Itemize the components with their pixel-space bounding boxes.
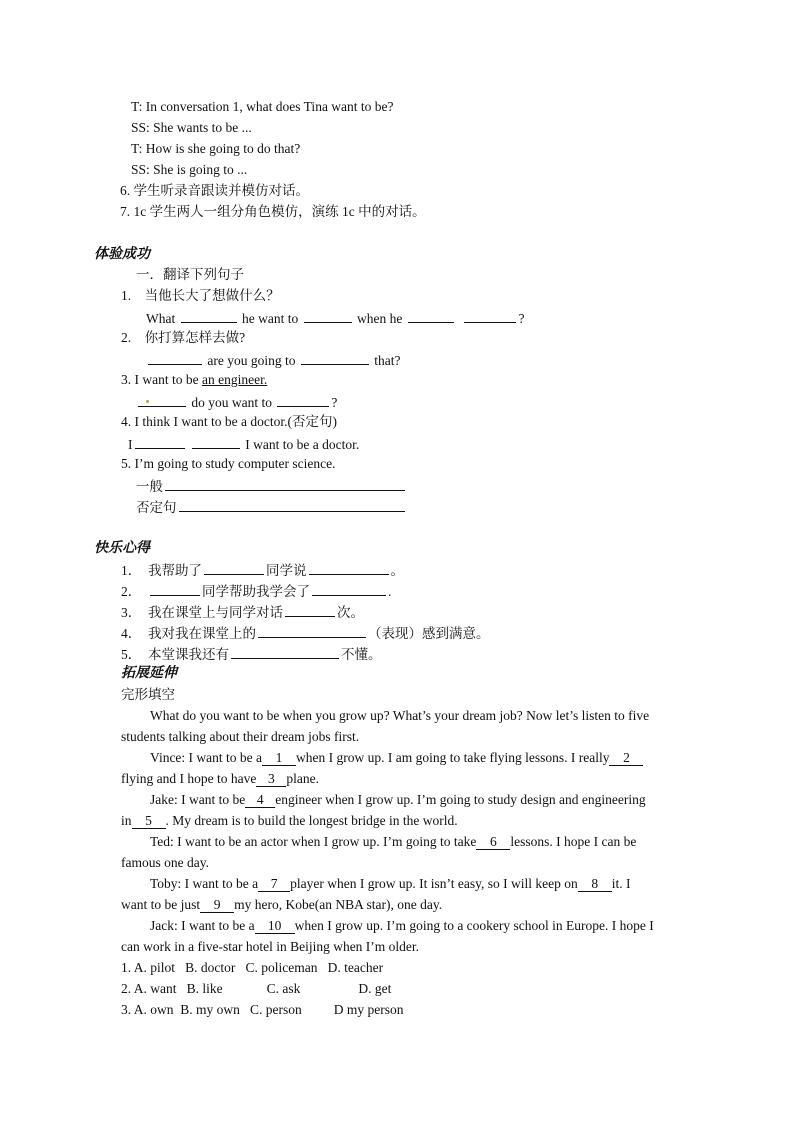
reflection-item-5: [121, 646, 382, 662]
answer-blank[interactable]: [231, 646, 339, 659]
question-text: 3. I want to be: [121, 372, 202, 387]
question-text: 当他长大了想做什么？: [144, 288, 280, 303]
answer-blank[interactable]: [312, 583, 386, 596]
option-a[interactable]: A. own: [133, 1002, 174, 1017]
cloze-text: player when I grow up. It isn’t easy, so I will keep on: [290, 876, 578, 891]
question-5: 5. I’m going to study computer science.: [121, 456, 336, 471]
answer-punct: ?: [331, 395, 338, 410]
answer-word: What: [146, 311, 176, 326]
option-d[interactable]: D. teacher: [327, 960, 384, 975]
answer-line-1: [146, 310, 524, 326]
cloze-intro-line-2: students talking about their dream jobs first.: [121, 729, 360, 744]
answer-blank[interactable]: [148, 352, 202, 365]
dialogue-line-4: SS: She is going to ...: [131, 162, 248, 177]
option-c[interactable]: C. policeman: [245, 960, 318, 975]
underlined-phrase: an engineer.: [201, 372, 268, 387]
answer-word: that?: [374, 353, 401, 368]
cloze-toby-line-2: [121, 898, 442, 913]
cloze-ted-line-1: [150, 835, 636, 850]
answer-label: 否定句: [136, 500, 177, 515]
cloze-text: my hero, Kobe(an NBA star), one day.: [234, 897, 443, 912]
option-row-1: [121, 961, 383, 975]
answer-blank[interactable]: [204, 562, 264, 575]
option-d[interactable]: D. get: [358, 981, 392, 996]
answer-word: I want to be a doctor.: [245, 437, 360, 452]
cloze-blank-7[interactable]: 7: [258, 877, 290, 892]
answer-blank[interactable]: [464, 310, 516, 323]
item-text: 我帮助了: [148, 563, 202, 578]
cloze-text: lessons. I hope I can be: [510, 834, 637, 849]
item-text: 次。: [337, 605, 364, 620]
cloze-text: plane.: [286, 771, 319, 786]
cloze-text: Toby: I want to be a: [150, 876, 259, 891]
cloze-jack-line-2: can work in a five-star hotel in Beijing when I’m older.: [121, 939, 420, 954]
cloze-blank-9[interactable]: 9: [200, 898, 234, 913]
cloze-blank-1[interactable]: 1: [262, 751, 296, 766]
cloze-text: it. I: [611, 876, 631, 891]
cloze-intro-line-1: What do you want to be when you grow up? What’s your dream job? Now let’s listen to five: [150, 708, 650, 723]
item-number: 4．: [121, 626, 142, 641]
cloze-vince-line-2: [121, 772, 319, 787]
item-number: 2．: [121, 584, 142, 599]
answer-blank[interactable]: [258, 625, 366, 638]
answer-word: he want to: [242, 311, 299, 326]
option-a[interactable]: A. want: [133, 981, 177, 996]
reflection-item-2: [121, 583, 391, 599]
item-text: 同学说: [266, 563, 307, 578]
option-b[interactable]: B. like: [186, 981, 223, 996]
cloze-vince-line-1: [150, 751, 643, 766]
answer-blank[interactable]: [138, 394, 186, 407]
option-row-2: [121, 982, 391, 996]
item-text: 。: [390, 563, 404, 578]
answer-blank[interactable]: [135, 436, 185, 449]
option-b[interactable]: B. my own: [180, 1002, 240, 1017]
cloze-text: flying and I hope to have: [121, 771, 257, 786]
dialogue-line-2: SS: She wants to be ...: [131, 120, 252, 135]
question-4: 4. I think I want to be a doctor.(否定句): [121, 414, 337, 429]
cloze-text: engineer when I grow up. I’m going to study design and engineering: [275, 792, 646, 807]
cloze-text: . My dream is to build the longest bridge in the world.: [165, 813, 458, 828]
cloze-ted-line-2: famous one day.: [121, 855, 209, 870]
answer-word: are you going to: [207, 353, 296, 368]
option-number: 1.: [121, 960, 132, 975]
cloze-text: when I grow up. I am going to take flying lessons. I really: [296, 750, 610, 765]
cloze-text: Ted: I want to be an actor when I grow up. I’m going to take: [150, 834, 477, 849]
reflection-item-3: [121, 604, 364, 620]
question-3: [121, 373, 267, 387]
answer-line-3: [136, 394, 337, 410]
option-number: 2.: [121, 981, 132, 996]
item-text: 我对我在课堂上的: [148, 626, 256, 641]
cloze-blank-5[interactable]: 5: [132, 814, 166, 829]
option-b[interactable]: B. doctor: [185, 960, 236, 975]
option-row-3: [121, 1003, 404, 1017]
item-text: 同学帮助我学会了: [202, 584, 310, 599]
answer-blank[interactable]: [181, 310, 237, 323]
item-number: 5．: [121, 647, 142, 662]
answer-word: do you want to: [191, 395, 272, 410]
section-subtitle-cloze: 完形填空: [121, 687, 175, 702]
cloze-jack-line-1: [150, 919, 654, 934]
answer-blank[interactable]: [150, 583, 200, 596]
question-1: [121, 289, 280, 303]
question-2: [121, 331, 245, 345]
cloze-text: Vince: I want to be a: [150, 750, 263, 765]
cloze-blank-3[interactable]: 3: [256, 772, 286, 787]
cloze-jake-line-1: [150, 793, 646, 808]
answer-punct: ?: [518, 311, 525, 326]
answer-blank[interactable]: [192, 436, 240, 449]
item-text: 不懂。: [341, 647, 382, 662]
option-c[interactable]: C. ask: [266, 981, 301, 996]
section-title-extension: 拓展延伸: [121, 666, 177, 681]
cloze-blank-8[interactable]: 8: [578, 877, 612, 892]
answer-word: I: [128, 437, 133, 452]
dialogue-line-1: T: In conversation 1, what does Tina want to be?: [131, 99, 394, 114]
cloze-text: want to be just: [121, 897, 201, 912]
step-7: 7. 1c 学生两人一组分角色模仿，演练 1c 中的对话。: [120, 204, 426, 219]
section-subtitle-translate: 一．翻译下列句子: [136, 267, 244, 282]
option-a[interactable]: A. pilot: [133, 960, 176, 975]
answer-blank[interactable]: [277, 394, 329, 407]
item-number: 3．: [121, 605, 142, 620]
ink-dot: [146, 400, 149, 403]
option-c[interactable]: C. person: [250, 1002, 302, 1017]
answer-label: 一般: [136, 479, 163, 494]
answer-blank[interactable]: [301, 352, 369, 365]
item-text: 本堂课我还有: [148, 647, 229, 662]
answer-blank[interactable]: [285, 604, 335, 617]
answer-word: when he: [357, 311, 403, 326]
cloze-jake-line-2: [121, 814, 458, 829]
dialogue-line-3: T: How is she going to do that?: [131, 141, 301, 156]
answer-line-2: [146, 352, 400, 368]
answer-blank[interactable]: [408, 310, 454, 323]
section-title-reflection: 快乐心得: [94, 541, 150, 556]
answer-blank[interactable]: [309, 562, 389, 575]
item-text: 我在课堂上与同学对话: [148, 605, 283, 620]
answer-blank[interactable]: [165, 478, 405, 491]
cloze-blank-2[interactable]: 2: [609, 751, 643, 766]
item-text: .: [388, 584, 392, 599]
cloze-blank-4[interactable]: 4: [245, 793, 275, 808]
cloze-text: Jake: I want to be: [150, 792, 246, 807]
answer-blank[interactable]: [179, 499, 405, 512]
question-number: 1.: [121, 288, 132, 303]
cloze-blank-6[interactable]: 6: [476, 835, 510, 850]
cloze-text: Jack: I want to be a: [150, 918, 255, 933]
reflection-item-4: [121, 625, 490, 641]
answer-line-4: [128, 436, 359, 452]
step-6: 6. 学生听录音跟读并模仿对话。: [120, 183, 309, 198]
cloze-text: in: [121, 813, 132, 828]
section-title-experience: 体验成功: [94, 247, 150, 262]
question-text: 你打算怎样去做?: [144, 330, 246, 345]
reflection-item-1: [121, 562, 404, 578]
answer-blank[interactable]: [304, 310, 352, 323]
answer-line-5a: [136, 478, 407, 494]
item-number: 1．: [121, 563, 142, 578]
option-d[interactable]: D my person: [333, 1002, 404, 1017]
question-number: 2.: [121, 330, 132, 345]
item-text: （表现）感到满意。: [368, 626, 490, 641]
option-number: 3.: [121, 1002, 132, 1017]
cloze-blank-10[interactable]: 10: [255, 919, 295, 934]
cloze-text: when I grow up. I’m going to a cookery school in Europe. I hope I: [294, 918, 654, 933]
answer-line-5b: [136, 499, 407, 515]
cloze-toby-line-1: [150, 877, 630, 892]
